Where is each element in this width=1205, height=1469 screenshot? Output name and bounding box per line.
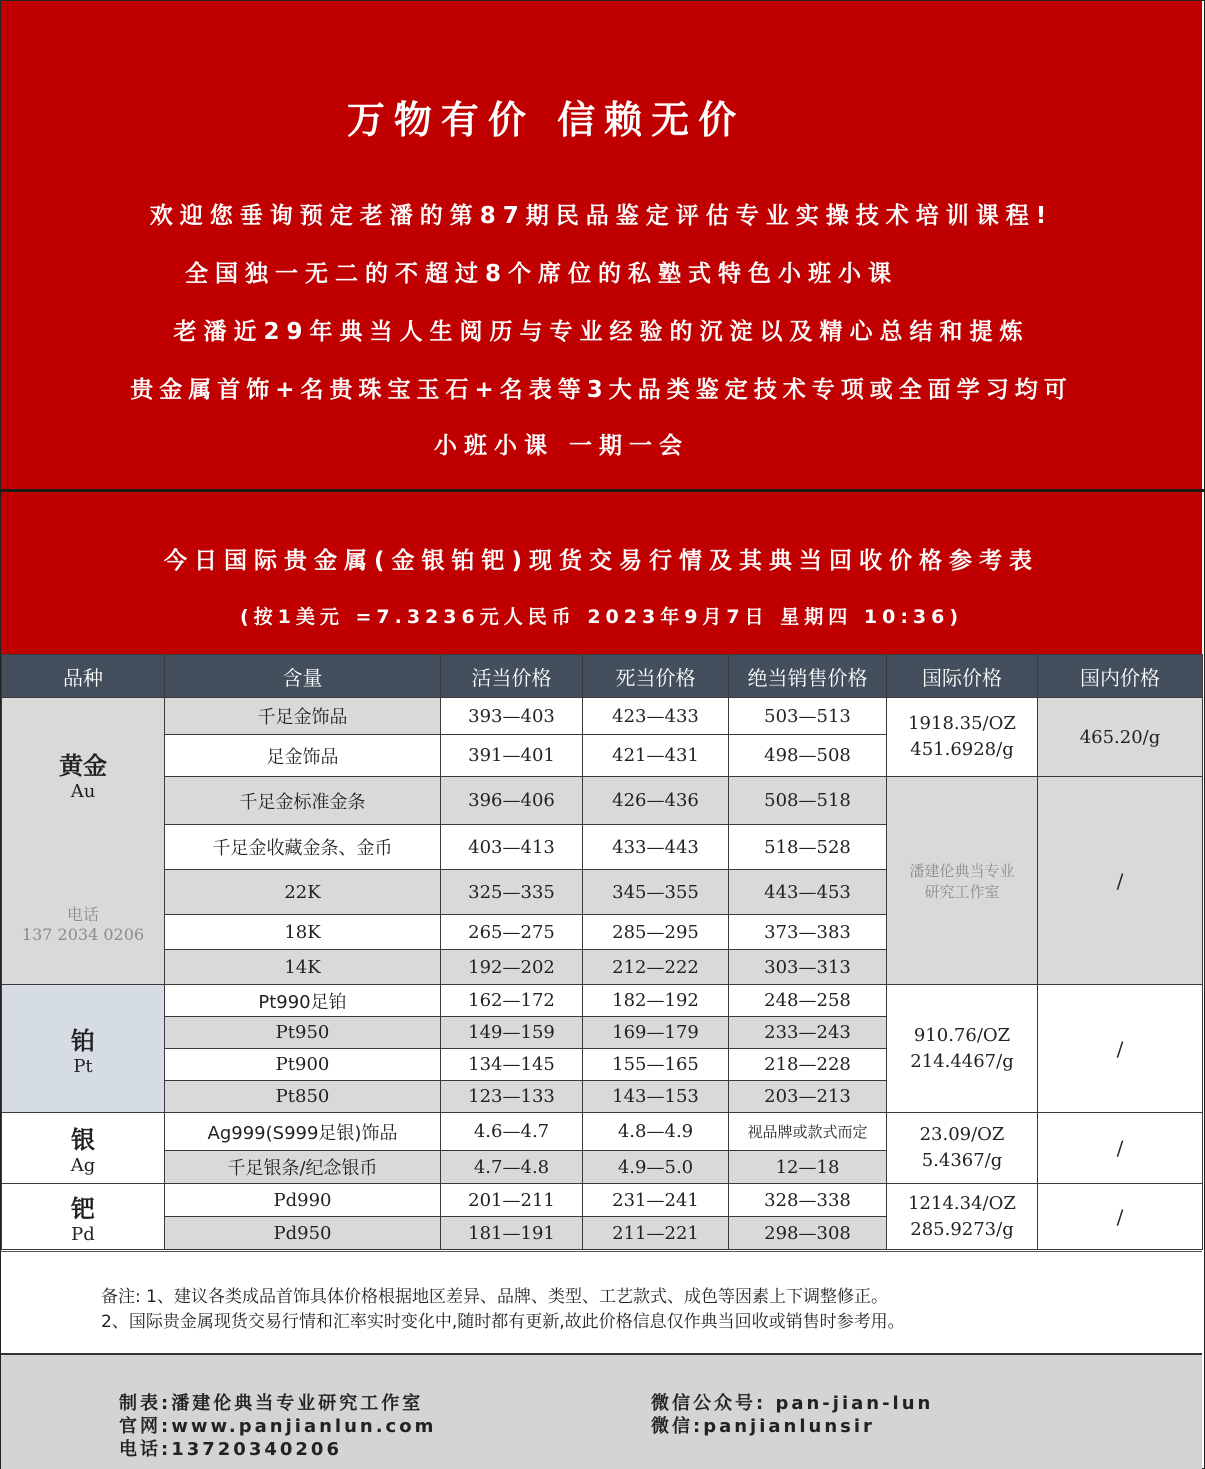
dead-price: 345—355: [583, 870, 729, 915]
dead-price: 143—153: [583, 1081, 729, 1113]
dead-price: 182—192: [583, 985, 729, 1017]
dead-price: 426—436: [583, 777, 729, 825]
price-table-title: 今日国际贵金属(金银铂钯)现货交易行情及其典当回收价格参考表: [163, 548, 1040, 574]
header-live-pawn-price: 活当价格: [441, 655, 583, 698]
live-price: 403—413: [441, 825, 583, 870]
live-price: 265—275: [441, 915, 583, 950]
footer-wechat: 微信:panjianlunsir: [651, 1416, 875, 1437]
dead-price: 231—241: [583, 1184, 729, 1217]
sale-price: 328—338: [729, 1184, 887, 1217]
live-price: 162—172: [441, 985, 583, 1017]
product-name: Pt990足铂: [165, 985, 441, 1017]
dead-price: 155—165: [583, 1049, 729, 1081]
product-name: Pt950: [165, 1017, 441, 1049]
product-name: 千足金标准金条: [165, 777, 441, 825]
intl-price-silver-g: 5.4367/g: [921, 1150, 1003, 1171]
footer-wechat-public: 微信公众号: pan-jian-lun: [651, 1393, 934, 1414]
sale-price: 518—528: [729, 825, 887, 870]
contact-label: 电话: [66, 905, 99, 924]
product-name: 18K: [165, 915, 441, 950]
sale-price: 233—243: [729, 1017, 887, 1049]
product-name: 千足金收藏金条、金币: [165, 825, 441, 870]
sale-price: 373—383: [729, 915, 887, 950]
product-name: Ag999(S999足银)饰品: [165, 1113, 441, 1151]
promo-line-5: 小班小课 一期一会: [433, 433, 689, 459]
live-price: 134—145: [441, 1049, 583, 1081]
metal-cell-platinum: [2, 985, 165, 1113]
metal-name-platinum: 铂: [71, 1026, 95, 1055]
sale-price: 303—313: [729, 950, 887, 985]
table-header-row: [2, 655, 1203, 698]
domestic-price-silver: /: [1038, 1113, 1203, 1184]
sale-price: 508—518: [729, 777, 887, 825]
sale-price: 203—213: [729, 1081, 887, 1113]
intl-price-platinum: [887, 985, 1038, 1113]
sale-price: 443—453: [729, 870, 887, 915]
promo-line-1: 欢迎您垂询预定老潘的第87期民品鉴定评估专业实操技术培训课程!: [149, 203, 1054, 229]
metal-name-silver: 银: [71, 1126, 95, 1154]
product-name: Pd950: [165, 1217, 441, 1250]
price-table: [1, 654, 1203, 1250]
table-row: [2, 985, 1203, 1017]
domestic-price-gold: 465.20/g: [1038, 698, 1203, 777]
metal-name-palladium: 钯: [71, 1194, 95, 1223]
intl-price-palladium-oz: 1214.34/OZ: [908, 1192, 1016, 1214]
intl-price-platinum-oz: 910.76/OZ: [913, 1024, 1011, 1046]
sale-price: 248—258: [729, 985, 887, 1017]
dead-price: 4.8—4.9: [583, 1113, 729, 1151]
dead-price: 285—295: [583, 915, 729, 950]
product-name: 千足银条/纪念银币: [165, 1151, 441, 1184]
note-line-1: 备注: 1、建议各类成品首饰具体价格根据地区差异、品牌、类型、工艺款式、成色等因素上下调整修正。: [101, 1287, 888, 1307]
intl-price-silver-oz: 23.09/OZ: [919, 1124, 1005, 1145]
studio-watermark-cell: [887, 777, 1038, 985]
header-international-price: 国际价格: [887, 655, 1038, 698]
domestic-price-platinum: /: [1038, 985, 1203, 1113]
product-name: 足金饰品: [165, 735, 441, 777]
contact-phone-block: [2, 902, 164, 944]
intl-price-gold-oz: 1918.35/OZ: [908, 713, 1016, 734]
slogan: 万物有价 信赖无价: [346, 98, 746, 142]
exchange-rate-date: (按1美元 =7.3236元人民币 2023年9月7日 星期四 10:36): [239, 606, 964, 628]
product-name: 22K: [165, 870, 441, 915]
footer-maker: 制表:潘建伦典当专业研究工作室: [119, 1393, 424, 1414]
sale-price: 498—508: [729, 735, 887, 777]
intl-price-gold-g: 451.6928/g: [910, 739, 1014, 760]
header-dead-pawn-price: 死当价格: [583, 655, 729, 698]
sale-price: 298—308: [729, 1217, 887, 1250]
table-row: [2, 1113, 1203, 1151]
notes-section: [1, 1251, 1202, 1354]
metal-cell-palladium: [2, 1184, 165, 1250]
studio-watermark-line-2: 研究工作室: [924, 882, 1000, 901]
promo-line-2: 全国独一无二的不超过8个席位的私塾式特色小班小课: [184, 261, 898, 287]
intl-price-palladium-g: 285.9273/g: [910, 1218, 1014, 1240]
sale-price: 218—228: [729, 1049, 887, 1081]
promo-line-3: 老潘近29年典当人生阅历与专业经验的沉淀以及精心总结和提炼: [173, 319, 1030, 345]
product-name: 14K: [165, 950, 441, 985]
footer-website: 官网:www.panjianlun.com: [119, 1416, 437, 1437]
metal-symbol-palladium: Pd: [71, 1223, 95, 1245]
live-price: 201—211: [441, 1184, 583, 1217]
metal-symbol-platinum: Pt: [73, 1055, 93, 1077]
product-name: Pt850: [165, 1081, 441, 1113]
live-price: 4.7—4.8: [441, 1151, 583, 1184]
dead-price: 211—221: [583, 1217, 729, 1250]
sale-price: 503—513: [729, 698, 887, 735]
header-content: 含量: [165, 655, 441, 698]
studio-watermark-line-1: 潘建伦典当专业: [909, 861, 1015, 880]
note-line-2: 2、国际贵金属现货交易行情和汇率实时变化中,随时都有更新,故此价格信息仅作典当回收或销售时参考用。: [101, 1312, 905, 1332]
metal-symbol-gold: Au: [70, 781, 96, 802]
footer: [1, 1353, 1202, 1469]
dead-price: 169—179: [583, 1017, 729, 1049]
table-row: [2, 777, 1203, 825]
live-price: 192—202: [441, 950, 583, 985]
contact-phone: 137 2034 0206: [21, 925, 145, 944]
sale-price: 12—18: [729, 1151, 887, 1184]
promo-line-4: 贵金属首饰+名贵珠宝玉石+名表等3大品类鉴定技术专项或全面学习均可: [130, 377, 1073, 403]
table-row: [2, 698, 1203, 735]
domestic-price-gold-other: /: [1038, 777, 1203, 985]
domestic-price-palladium: /: [1038, 1184, 1203, 1250]
header-domestic-price: 国内价格: [1038, 655, 1203, 698]
dead-price: 423—433: [583, 698, 729, 735]
live-price: 396—406: [441, 777, 583, 825]
header-forfeit-sale-price: 绝当销售价格: [729, 655, 887, 698]
metal-cell-gold: [2, 698, 165, 985]
promo-banner: [1, 1, 1202, 490]
header-category: 品种: [2, 655, 165, 698]
product-name: 千足金饰品: [165, 698, 441, 735]
live-price: 325—335: [441, 870, 583, 915]
table-row: [2, 1184, 1203, 1217]
dead-price: 421—431: [583, 735, 729, 777]
metal-symbol-silver: Ag: [70, 1155, 96, 1176]
live-price: 393—403: [441, 698, 583, 735]
live-price: 391—401: [441, 735, 583, 777]
metal-name-gold: 黄金: [59, 752, 107, 780]
dead-price: 433—443: [583, 825, 729, 870]
intl-price-silver: [887, 1113, 1038, 1184]
metal-cell-silver: [2, 1113, 165, 1184]
product-name: Pd990: [165, 1184, 441, 1217]
footer-phone: 电话:13720340206: [119, 1439, 342, 1460]
intl-price-palladium: [887, 1184, 1038, 1250]
intl-price-platinum-g: 214.4467/g: [910, 1050, 1014, 1072]
sale-price: 视品牌或款式而定: [729, 1113, 887, 1151]
live-price: 149—159: [441, 1017, 583, 1049]
dead-price: 4.9—5.0: [583, 1151, 729, 1184]
product-name: Pt900: [165, 1049, 441, 1081]
price-table-title-band: [1, 492, 1202, 654]
live-price: 181—191: [441, 1217, 583, 1250]
live-price: 123—133: [441, 1081, 583, 1113]
live-price: 4.6—4.7: [441, 1113, 583, 1151]
intl-price-gold: [887, 698, 1038, 777]
dead-price: 212—222: [583, 950, 729, 985]
